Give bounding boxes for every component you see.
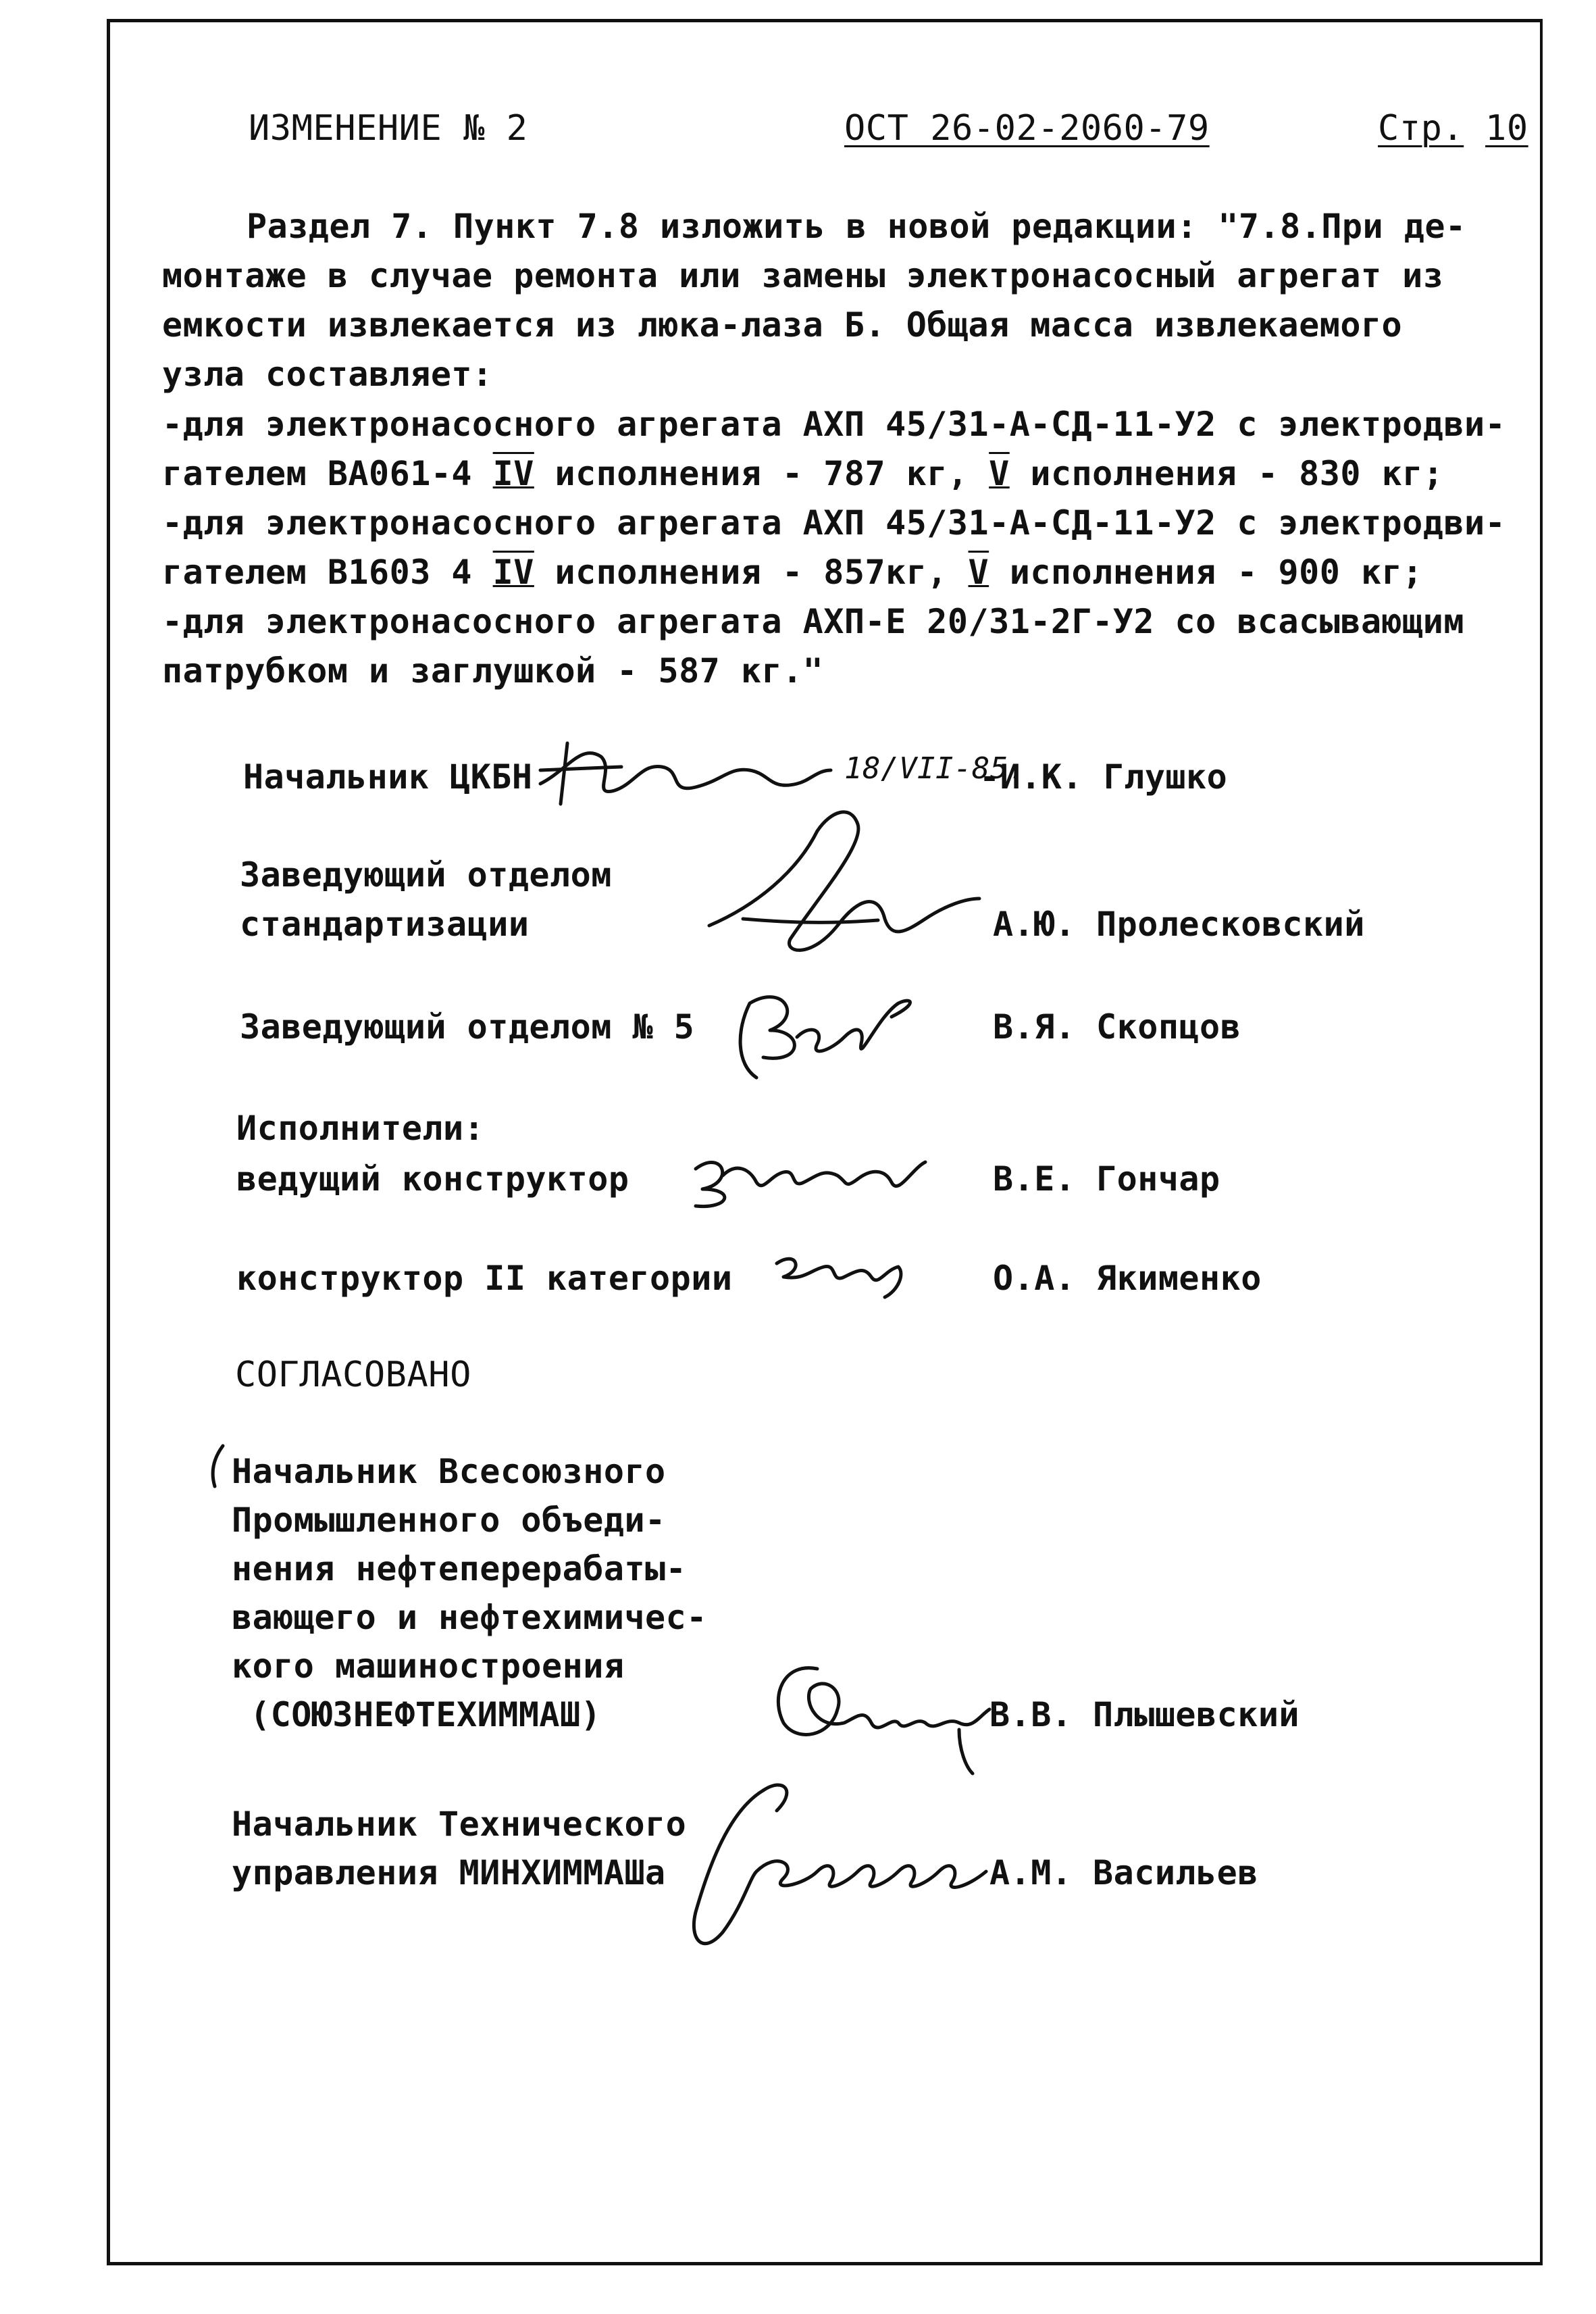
standard-number: ОСТ 26-02-2060-79 xyxy=(844,108,1210,149)
org-line: Промышленного объеди- xyxy=(232,1501,666,1540)
signature-vasiliev xyxy=(669,1770,1006,1966)
body-line: гателем ВА061-4 IV исполнения - 787 кг, V исполнения - 830 кг; xyxy=(162,454,1444,493)
cat2-title: конструктор II категории xyxy=(236,1259,733,1298)
org-line: нения нефтеперерабаты- xyxy=(232,1549,687,1588)
lead-title: ведущий конструктор xyxy=(236,1159,629,1199)
std-title-2: стандартизации xyxy=(240,905,530,944)
page-number xyxy=(1378,108,1528,149)
body-line: монтаже в случае ремонта или замены электронасосный агрегат из xyxy=(162,256,1444,295)
lead-name: В.Е. Гончар xyxy=(993,1159,1220,1199)
body-line: гателем В1603 4 IV исполнения - 857кг, V исполнения - 900 кг; xyxy=(162,553,1423,592)
tech-name: А.М. Васильев xyxy=(989,1853,1258,1892)
ckbn-date: 18/VII-85. xyxy=(844,751,1027,786)
signature-plyshevsky xyxy=(756,1649,1000,1784)
ckbn-title: Начальник ЦКБН xyxy=(243,757,533,797)
cat2-name: О.А. Якименко xyxy=(993,1259,1262,1298)
ckbn-name: -И.К. Глушко xyxy=(979,757,1228,797)
change-number: ИЗМЕНЕНИЕ № 2 xyxy=(249,108,528,149)
bracket-mark xyxy=(203,1439,230,1493)
body-line: патрубком и заглушкой - 587 кг." xyxy=(162,651,824,690)
dep5-name: В.Я. Скопцов xyxy=(993,1007,1241,1047)
body-line: узла составляет: xyxy=(162,355,493,394)
org-line: вающего и нефтехимичес- xyxy=(232,1598,707,1637)
signature-skoptsov xyxy=(723,976,925,1091)
org-name: В.В. Плышевский xyxy=(989,1695,1300,1734)
signature-proleskovsky xyxy=(702,804,986,973)
body-line: -для электронасосного агрегата АХП 45/31-А-СД-11-У2 с электродви- xyxy=(162,503,1506,543)
body-line: Раздел 7. Пункт 7.8 изложить в новой редакции: "7.8.При де- xyxy=(247,207,1466,246)
page-label: Стр. xyxy=(1378,108,1464,149)
std-title-1: Заведующий отделом xyxy=(240,855,612,895)
body-line: емкости извлекается из люка-лаза Б. Общая масса извлекаемого xyxy=(162,305,1403,345)
signature-yakimenko xyxy=(763,1243,912,1304)
dep5-title: Заведующий отделом № 5 xyxy=(240,1007,695,1047)
tech-line: управления МИНХИММАШа xyxy=(232,1853,666,1892)
executors-label: Исполнители: xyxy=(236,1109,485,1148)
approval-label: СОГЛАСОВАНО xyxy=(235,1355,471,1395)
body-line: -для электронасосного агрегата АХП 45/31-А-СД-11-У2 с электродви- xyxy=(162,405,1506,444)
org-line: Начальник Всесоюзного xyxy=(232,1452,666,1491)
std-name: А.Ю. Пролесковский xyxy=(993,905,1365,944)
body-line: -для электронасосного агрегата АХП-Е 20/31-2Г-У2 со всасывающим xyxy=(162,602,1464,641)
org-line: (СОЮЗНЕФТЕХИММАШ) xyxy=(250,1695,602,1734)
page-number-value: 10 xyxy=(1485,108,1528,149)
signature-gonchar xyxy=(682,1142,932,1216)
org-line: кого машиностроения xyxy=(232,1646,625,1686)
tech-line: Начальник Технического xyxy=(232,1805,687,1844)
